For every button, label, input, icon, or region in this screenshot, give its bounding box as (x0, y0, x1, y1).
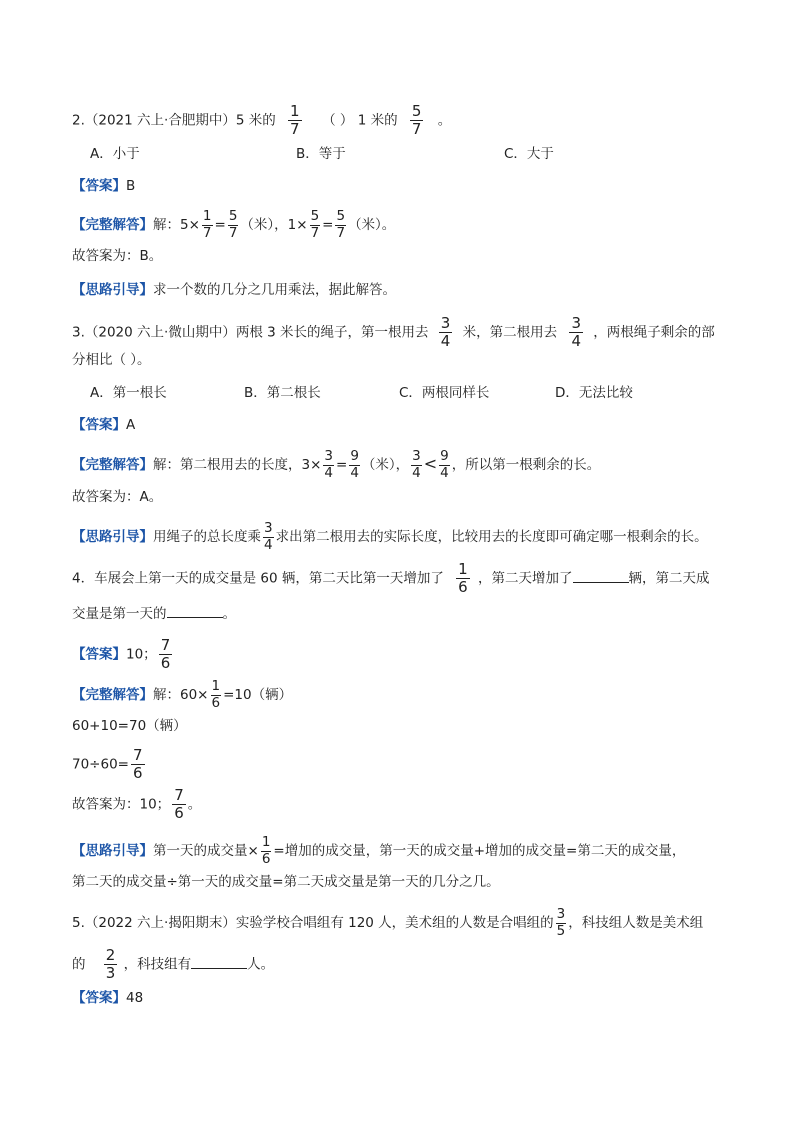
q4-solution-line2: 60+10=70（辆） (72, 718, 187, 734)
fraction: $\frac{7}{6}$ (160, 636, 171, 672)
q4-conclusion: 故答案为：10； $\frac{7}{6}$ 。 (72, 786, 202, 822)
q4-solution-line3: 70÷60= $\frac{7}{6}$ (72, 746, 143, 782)
q3-stem: 3.（2020 六上·微山期中）两根 3 米长的绳子，第一根用去 $\frac{3}{4}$ 米，第二根用去 $\frac{3}{4}$ ，两根绳子剩余的部 (72, 314, 715, 350)
fraction: $\frac{1}{7}$ (290, 102, 300, 138)
q3-answer: 【答案】A (72, 417, 136, 433)
fraction: $\frac{5}{7}$ (310, 208, 320, 241)
option-b: B．第二根长 (244, 385, 321, 401)
fill-blank[interactable] (167, 603, 223, 618)
fraction: $\frac{1}{6}$ (211, 678, 221, 711)
q5-answer: 【答案】48 (72, 990, 144, 1006)
fraction: $\frac{5}{7}$ (336, 208, 346, 241)
q3-stem-line2: 分相比（ ）。 (72, 352, 151, 368)
fraction: $\frac{3}{4}$ (440, 314, 451, 350)
q2-solution: 【完整解答】解：5× $\frac{1}{7}$ = $\frac{5}{7}$ （米），1× $\frac{5}{7}$ = $\frac{5}{7}$ （米）。 (72, 208, 396, 241)
option-d: D．无法比较 (555, 385, 633, 401)
q5-stem: 5.（2022 六上·揭阳期末）实验学校合唱组有 120 人，美术组的人数是合唱组的 $\frac{3}{5}$ ，科技组人数是美术组 (72, 906, 704, 939)
q3-options (90, 383, 633, 403)
fraction: $\frac{1}{6}$ (458, 560, 468, 596)
q4-answer: 【答案】10； $\frac{7}{6}$ (72, 636, 171, 672)
q4-stem-line2: 交量是第一天的 。 (72, 603, 236, 624)
fraction: $\frac{3}{4}$ (571, 314, 581, 350)
q3-conclusion: 故答案为：A。 (72, 489, 163, 505)
fraction: $\frac{5}{7}$ (228, 208, 238, 241)
fraction: $\frac{9}{4}$ (440, 448, 449, 481)
option-c: C．大于 (504, 146, 554, 162)
fraction: $\frac{7}{6}$ (132, 746, 143, 782)
fraction: $\frac{3}{4}$ (412, 448, 421, 481)
option-a: A．第一根长 (90, 385, 167, 401)
option-c: C．两根同样长 (399, 385, 490, 401)
q3-solution: 【完整解答】解：第二根用去的长度，3× $\frac{3}{4}$ = $\frac{9}{4}$ （米）， $\frac{3}{4}$ < $\frac{9}{4}$ ，所以第一根剩余的长。 (72, 448, 601, 481)
fraction: $\frac{1}{6}$ (261, 834, 271, 867)
fraction: $\frac{2}{3}$ (105, 946, 116, 982)
fraction: $\frac{3}{5}$ (556, 906, 566, 939)
q2-answer: 【答案】B (72, 178, 136, 194)
q4-hint: 【思路引导】第一天的成交量× $\frac{1}{6}$ =增加的成交量，第一天的成交量+增加的成交量=第二天的成交量， (72, 834, 686, 867)
q3-hint: 【思路引导】用绳子的总长度乘 $\frac{3}{4}$ 求出第二根用去的实际长度，比较用去的长度即可确定哪一根剩余的长。 (72, 520, 708, 553)
fraction: $\frac{7}{6}$ (174, 786, 184, 822)
fraction: $\frac{3}{4}$ (264, 520, 273, 553)
option-a: A．小于 (90, 146, 140, 162)
q4-stem: 4．车展会上第一天的成交量是 60 辆，第二天比第一天增加了 $\frac{1}{6}$ ，第二天增加了 辆，第二天成 (72, 560, 710, 596)
fraction: $\frac{9}{4}$ (350, 448, 359, 481)
q5-stem-line2: 的 $\frac{2}{3}$ ，科技组有 人。 (72, 946, 275, 982)
q4-solution: 【完整解答】解：60× $\frac{1}{6}$ =10（辆） (72, 678, 293, 711)
fraction: $\frac{3}{4}$ (324, 448, 333, 481)
fraction: $\frac{1}{7}$ (202, 208, 212, 241)
fill-blank[interactable] (191, 954, 247, 969)
q2-stem: 2.（2021 六上·合肥期中）5 米的 $\frac{1}{7}$ （ ） 1 米的 $\frac{5}{7}$ 。 (72, 102, 452, 138)
q2-hint: 【思路引导】求一个数的几分之几用乘法，据此解答。 (72, 282, 396, 298)
q4-hint-line2: 第二天的成交量÷第一天的成交量=第二天成交量是第一天的几分之几。 (72, 874, 500, 890)
fraction: $\frac{5}{7}$ (411, 102, 422, 138)
q2-options (90, 144, 554, 164)
option-b: B．等于 (296, 146, 346, 162)
q2-conclusion: 故答案为：B。 (72, 248, 163, 264)
fill-blank[interactable] (573, 568, 629, 583)
